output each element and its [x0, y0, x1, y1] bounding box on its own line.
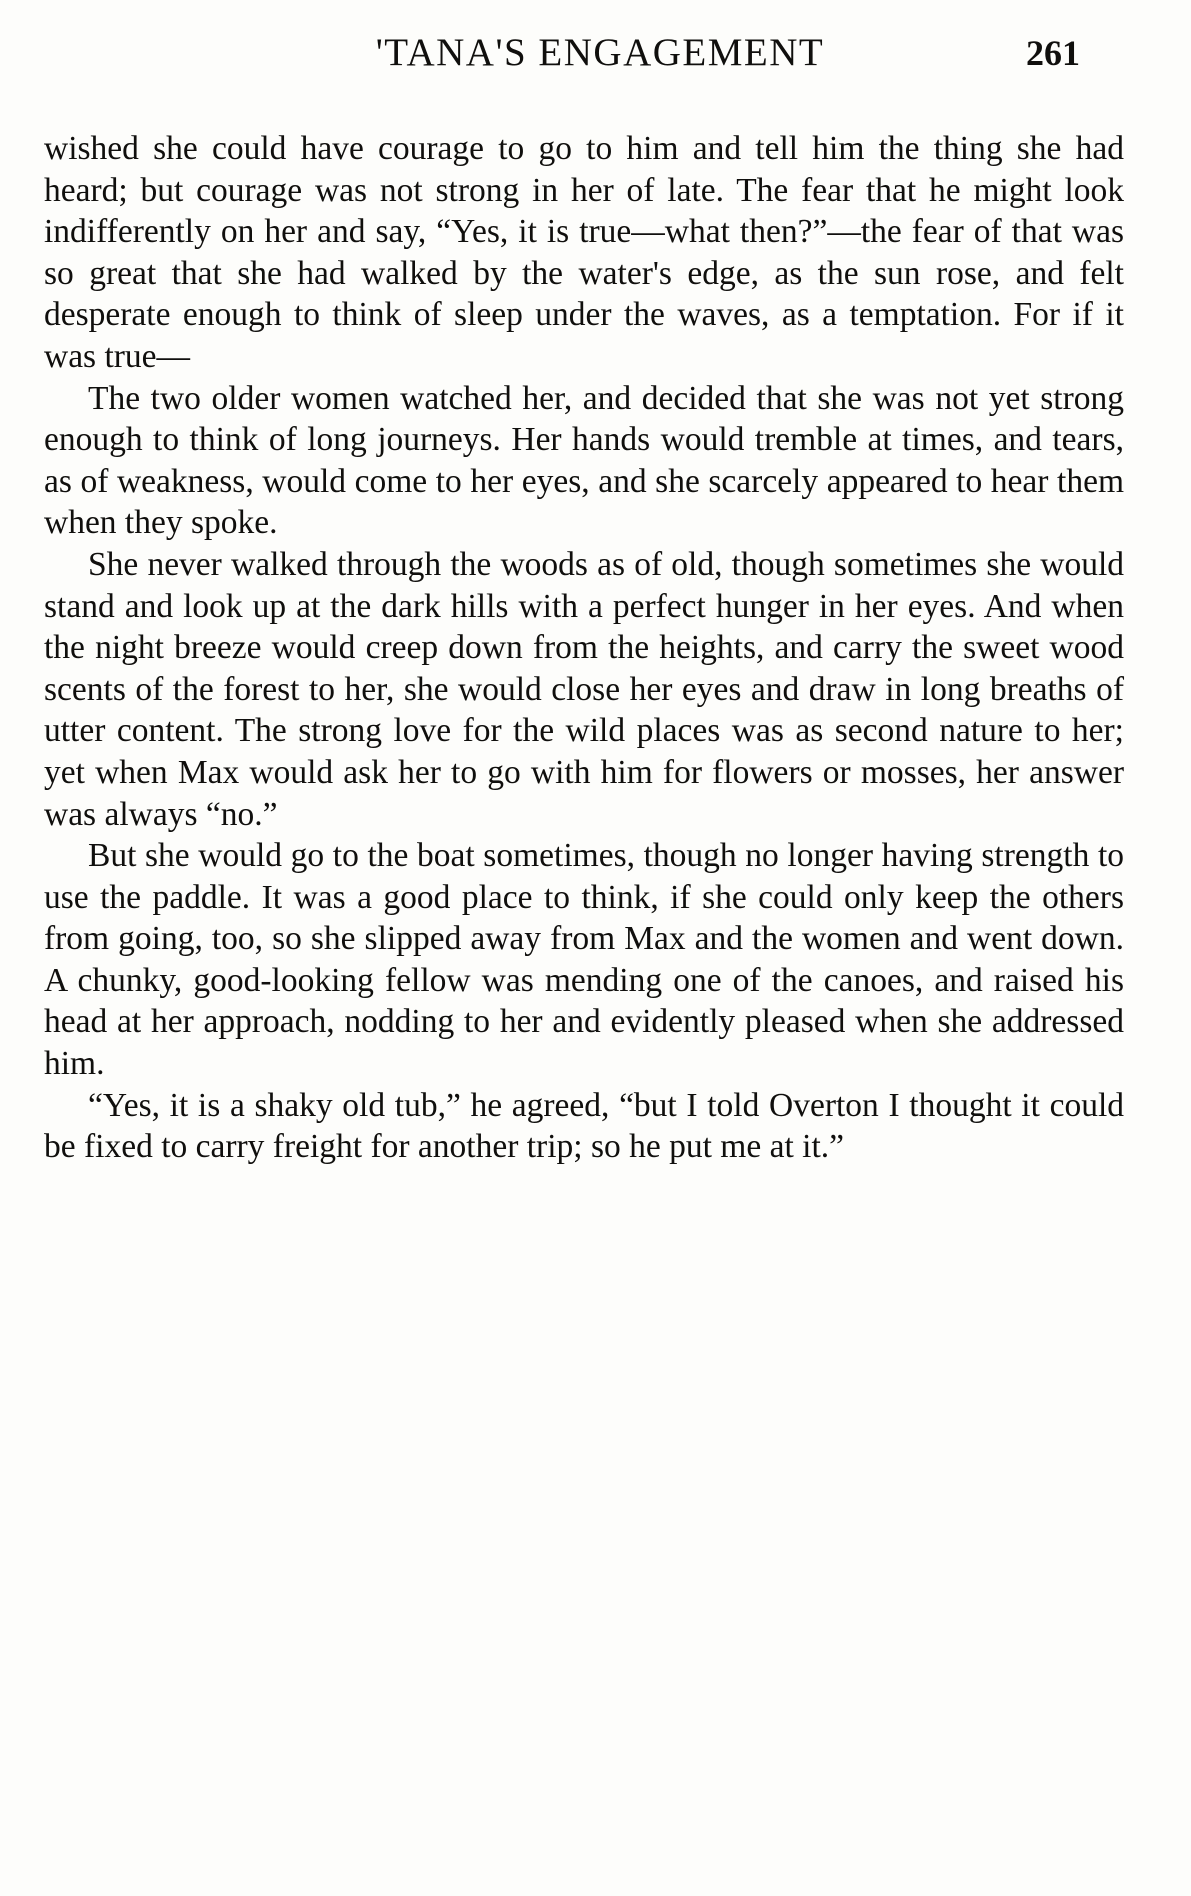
page-number: 261: [1026, 33, 1080, 73]
paragraph: But she would go to the boat sometimes, though no longer having strength to use the paddle. It was a good place to think, if she could only keep the others from going, too, so she slipped away from Max and the women and went down. A chunky, good-looking fellow was mending one of the canoes, and raised his head at her approach, nodding to her and evidently pleased when she addressed him.: [44, 837, 1124, 1083]
paragraph: She never walked through the woods as of old, though sometimes she would stand and look up at the dark hills with a perfect hunger in her eyes. And when the night breeze would creep down from the heights, and carry the sweet wood scents of the forest to her, she would close her eyes and draw in long breaths of utter content. The strong love for the wild places was as second nature to her; yet when Max would ask her to go with him for flowers or mosses, her answer was always “no.”: [44, 545, 1124, 833]
paragraph: wished she could have courage to go to him and tell him the thing she had heard; but courage was not strong in her of late. The fear that he might look indifferently on her and say, “Yes, it is true—what then?”—the fear of that was so great that she had walked by the water's edge, as the sun rose, and felt desperate enough to think of sleep under the waves, as a temptation. For if it was true—: [44, 130, 1124, 375]
paragraph: “Yes, it is a shaky old tub,” he agreed, “but I told Overton I thought it could be fixed to carry freight for another trip; so he put me at it.”: [44, 1086, 1124, 1166]
running-title: 'TANA'S ENGAGEMENT: [375, 31, 825, 74]
body-text: [44, 128, 1124, 1168]
page-header: [120, 30, 1080, 90]
paragraph: The two older women watched her, and decided that she was not yet strong enough to think of long journeys. Her hands would tremble at times, and tears, as of weakness, would come to her eyes, and she scarcely appeared to hear them when they spoke.: [44, 379, 1124, 542]
